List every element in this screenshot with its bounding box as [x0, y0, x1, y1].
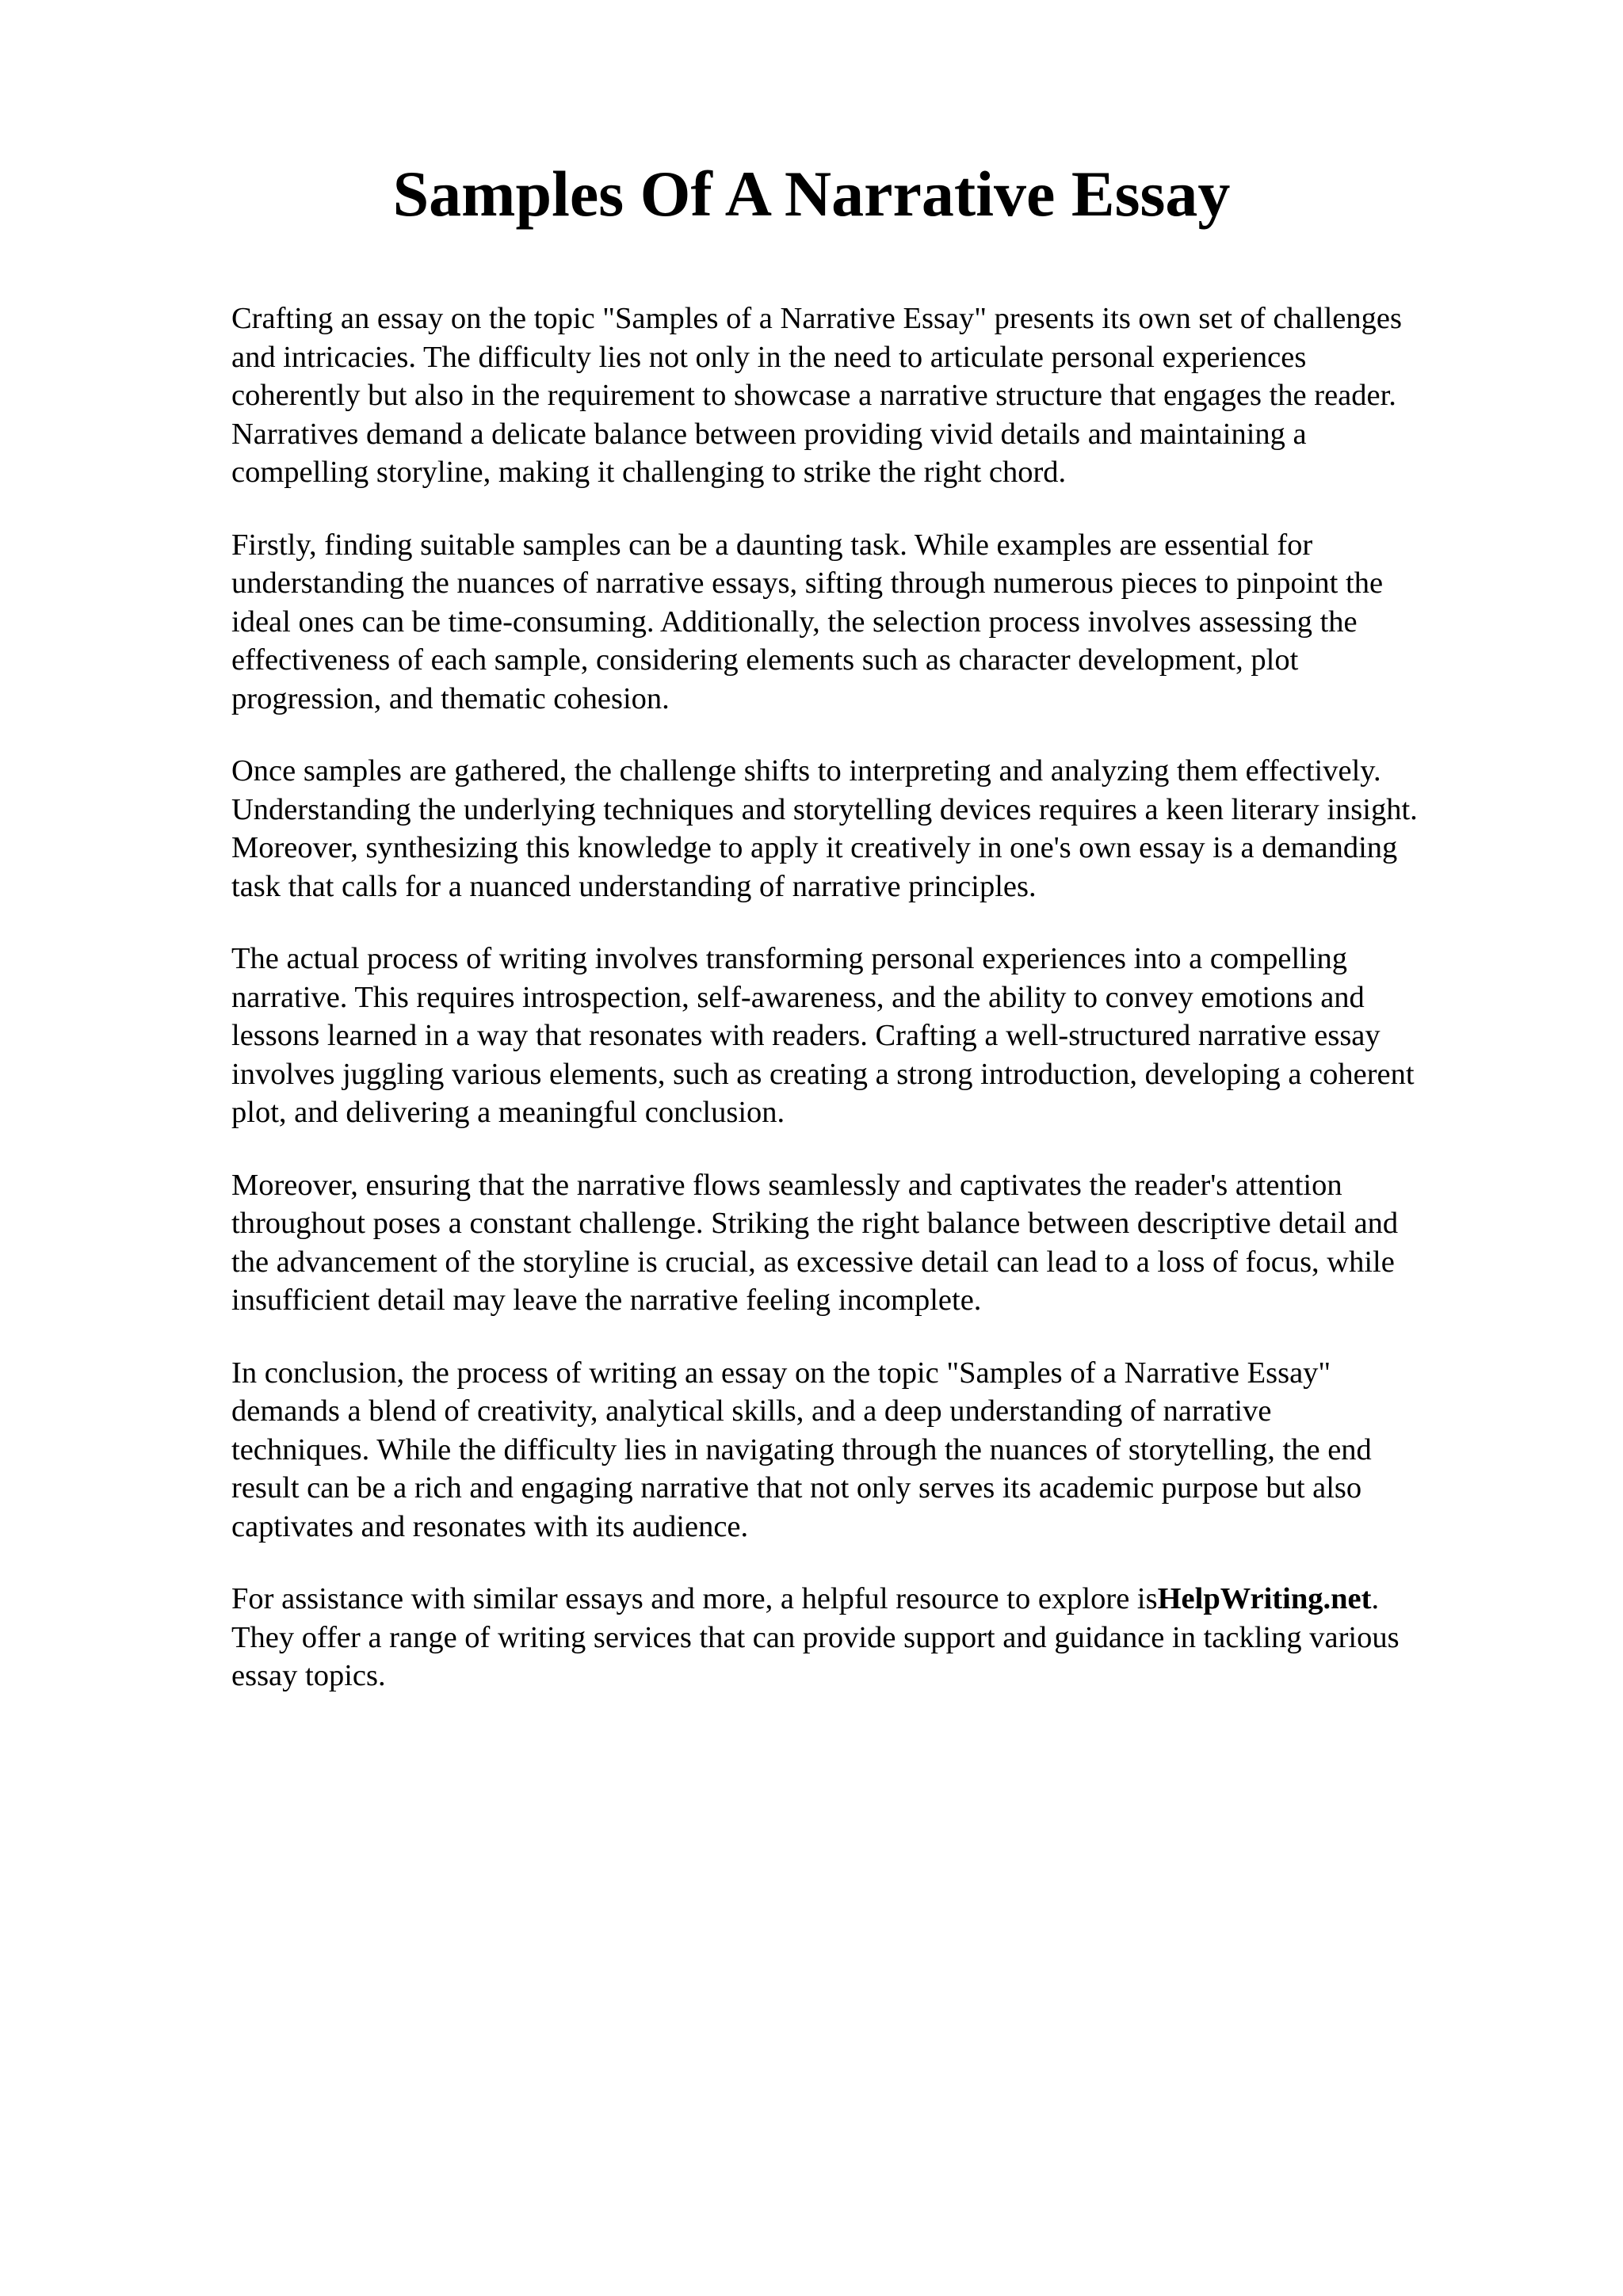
text-line: insufficient detail may leave the narrative feeling incomplete. [231, 1283, 982, 1317]
text-line: ideal ones can be time-consuming. Additionally, the selection process involves assessing the [231, 605, 1358, 639]
text-line: progression, and thematic cohesion. [231, 681, 670, 715]
text-line: Firstly, finding suitable samples can be a daunting task. While examples are essential for [231, 528, 1313, 562]
text-line: lessons learned in a way that resonates with readers. Crafting a well-structured narrative essay [231, 1019, 1381, 1052]
paragraph-5 [231, 1166, 1531, 1320]
closing-text: For assistance with similar essays and more, a helpful resource to explore is [231, 1582, 1158, 1615]
text-line: Narratives demand a delicate balance between providing vivid details and maintaining a [231, 417, 1307, 451]
paragraph-3 [231, 752, 1531, 906]
paragraph-2 [231, 526, 1531, 719]
text-line: techniques. While the difficulty lies in navigating through the nuances of storytelling, the end [231, 1432, 1372, 1466]
text-line: involves juggling various elements, such as creating a strong introduction, developing a coherent [231, 1057, 1415, 1091]
paragraph-6 [231, 1354, 1531, 1547]
page-title: Samples Of A Narrative Essay [392, 158, 1231, 230]
essay-body [231, 299, 1531, 1730]
text-line: Understanding the underlying techniques and storytelling devices requires a keen literary insight. [231, 792, 1418, 826]
helpwriting-link[interactable]: HelpWriting.net [1157, 1582, 1372, 1615]
text-line: result can be a rich and engaging narrative that not only serves its academic purpose but also [231, 1471, 1362, 1505]
paragraph-1 [231, 299, 1531, 492]
text-line: the advancement of the storyline is crucial, as excessive detail can lead to a loss of focus, while [231, 1245, 1395, 1279]
text-line: They offer a range of writing services that can provide support and guidance in tackling various [231, 1620, 1400, 1654]
text-line: In conclusion, the process of writing an essay on the topic "Samples of a Narrative Essay" [231, 1356, 1331, 1390]
text-line: plot, and delivering a meaningful conclusion. [231, 1096, 785, 1129]
text-line: Once samples are gathered, the challenge shifts to interpreting and analyzing them effectively. [231, 754, 1381, 788]
text-line: effectiveness of each sample, considering elements such as character development, plot [231, 643, 1299, 677]
closing-period: . [1371, 1582, 1380, 1615]
text-line [231, 1580, 1531, 1619]
text-line: task that calls for a nuanced understanding of narrative principles. [231, 869, 1037, 903]
text-line: throughout poses a constant challenge. Striking the right balance between descriptive detail and [231, 1207, 1399, 1240]
text-line: The actual process of writing involves transforming personal experiences into a compelling [231, 942, 1348, 975]
text-line: narrative. This requires introspection, self-awareness, and the ability to convey emotions and [231, 980, 1365, 1014]
text-line: coherently but also in the requirement to showcase a narrative structure that engages the reader. [231, 379, 1396, 412]
paragraph-4 [231, 940, 1531, 1132]
text-line: essay topics. [231, 1659, 386, 1692]
text-line: and intricacies. The difficulty lies not only in the need to articulate personal experiences [231, 340, 1307, 374]
text-line: Moreover, synthesizing this knowledge to apply it creatively in one's own essay is a demanding [231, 831, 1398, 864]
closing-paragraph [231, 1580, 1531, 1695]
text-line: demands a blend of creativity, analytical skills, and a deep understanding of narrative [231, 1394, 1272, 1428]
text-line: Crafting an essay on the topic "Samples of a Narrative Essay" presents its own set of challenges [231, 302, 1402, 335]
text-line: understanding the nuances of narrative essays, sifting through numerous pieces to pinpoint the [231, 566, 1384, 600]
text-line: compelling storyline, making it challenging to strike the right chord. [231, 456, 1067, 489]
text-line: Moreover, ensuring that the narrative flows seamlessly and captivates the reader's attention [231, 1168, 1342, 1202]
text-line: captivates and resonates with its audience. [231, 1509, 749, 1543]
